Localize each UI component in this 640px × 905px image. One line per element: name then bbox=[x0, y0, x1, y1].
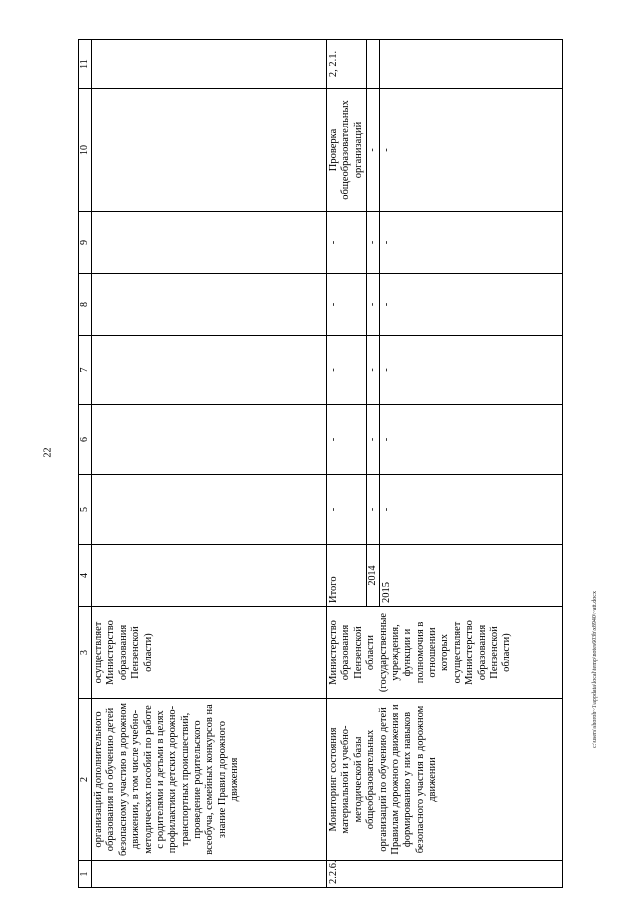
value-cell: - bbox=[379, 475, 562, 545]
header-cell: 6 bbox=[79, 405, 92, 475]
indicator-cell bbox=[367, 40, 380, 89]
empty-cell bbox=[92, 40, 327, 89]
header-cell: 7 bbox=[79, 336, 92, 405]
value-cell: - bbox=[379, 405, 562, 475]
value-cell: - bbox=[327, 405, 367, 475]
period-label: 2014 bbox=[367, 545, 380, 607]
value-cell: - bbox=[327, 475, 367, 545]
result-cell: - bbox=[379, 89, 562, 212]
header-row bbox=[79, 40, 92, 888]
rotated-table-container bbox=[78, 40, 578, 888]
header-cell: 10 bbox=[79, 89, 92, 212]
empty-cell bbox=[92, 405, 327, 475]
header-cell: 8 bbox=[79, 274, 92, 336]
page-number: 22 bbox=[42, 447, 54, 458]
header-cell: 2 bbox=[79, 699, 92, 861]
empty-cell bbox=[92, 545, 327, 607]
row-number-cell: 2.2.6. bbox=[327, 861, 563, 888]
value-cell: - bbox=[367, 475, 380, 545]
value-cell: - bbox=[379, 336, 562, 405]
result-cell: Проверка общеобразовательных организаций bbox=[327, 89, 367, 212]
empty-cell bbox=[92, 212, 327, 274]
indicator-cell: 2, 2.1. bbox=[327, 40, 367, 89]
activity-cell: Мониторинг состояния материальной и учебно-методической базы общеобразовательных организаций по обучению детей Правилам дорожного движения и формированию у них навыков безопасного участия в дорожном движении bbox=[327, 699, 563, 861]
value-cell: - bbox=[367, 336, 380, 405]
indicator-cell bbox=[379, 40, 562, 89]
table-row-continuation bbox=[92, 40, 327, 888]
header-cell: 9 bbox=[79, 212, 92, 274]
value-cell: - bbox=[327, 274, 367, 336]
result-cell: - bbox=[367, 89, 380, 212]
value-cell: - bbox=[327, 212, 367, 274]
period-label: 2015 bbox=[379, 545, 562, 607]
header-cell: 5 bbox=[79, 475, 92, 545]
program-table bbox=[78, 39, 563, 888]
header-cell: 1 bbox=[79, 861, 92, 888]
activity-cell: организаций дополнительного образования по обучению детей безопасному участию в дорожном движении, в том числе учебно-методических пособий по работе с родителями и детьми в целях профилактики детских дорожно-транспортных происшествий, проведение родительского всеобуча, семейных конкурсов на знание Правил дорожного движения bbox=[92, 699, 327, 861]
empty-cell bbox=[92, 274, 327, 336]
empty-cell bbox=[92, 475, 327, 545]
period-label: Итого bbox=[327, 545, 367, 607]
value-cell: - bbox=[379, 274, 562, 336]
header-cell: 3 bbox=[79, 607, 92, 699]
empty-cell bbox=[92, 336, 327, 405]
value-cell: - bbox=[327, 336, 367, 405]
header-cell: 11 bbox=[79, 40, 92, 89]
executor-cell: Министерство образования Пензенской области (государственные учреждения, функции и полномочия в отношении которых осуществляет Министерство образования Пензенской области) bbox=[327, 607, 563, 699]
value-cell: - bbox=[367, 274, 380, 336]
row-number-cell bbox=[92, 861, 327, 888]
header-cell: 4 bbox=[79, 545, 92, 607]
executor-cell: осуществляет Министерство образования Пензенской области) bbox=[92, 607, 327, 699]
empty-cell bbox=[92, 89, 327, 212]
value-cell: - bbox=[367, 212, 380, 274]
footer-file-path: c:\users\shoroh~1\appdata\local\temp\notes603b\x8940\~att.docx bbox=[592, 591, 598, 748]
value-cell: - bbox=[379, 212, 562, 274]
table-row-2-2-6-total bbox=[327, 40, 367, 888]
value-cell: - bbox=[367, 405, 380, 475]
